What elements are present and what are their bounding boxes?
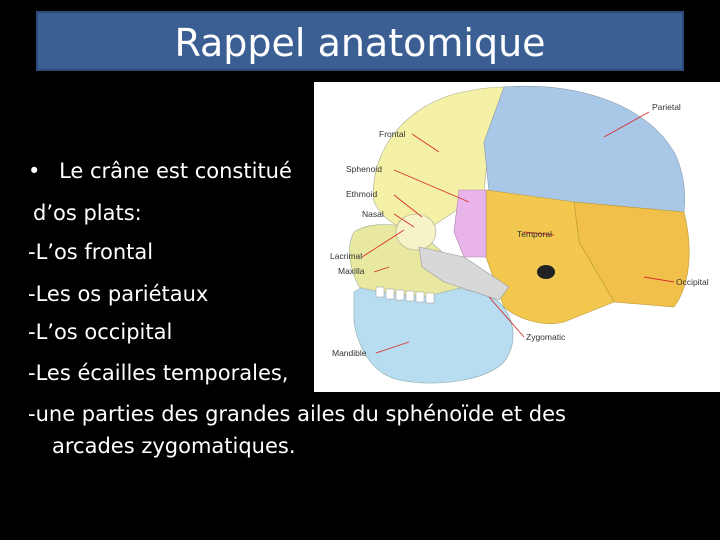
label-mandible: Mandible [332, 348, 367, 358]
label-lacrimal: Lacrimal [330, 251, 363, 261]
label-sphenoid: Sphenoid [346, 164, 382, 174]
label-nasal: Nasal [362, 209, 384, 219]
bullet-line [28, 159, 292, 183]
label-ethmoid: Ethmoid [346, 189, 378, 199]
text-line-2: d’os plats: [33, 201, 142, 225]
label-temporal: Temporal [517, 229, 552, 239]
text-line-8: arcades zygomatiques. [52, 434, 296, 458]
text-line-1: Le crâne est constitué [59, 159, 292, 183]
text-line-6: -Les écailles temporales, [28, 361, 289, 385]
label-maxilla: Maxilla [338, 266, 365, 276]
bullet-dot: • [28, 159, 41, 183]
label-zygomatic: Zygomatic [526, 332, 566, 342]
text-line-5: -L’os occipital [28, 320, 173, 344]
text-line-4: -Les os pariétaux [28, 282, 209, 306]
label-occipital: Occipital [676, 277, 709, 287]
text-line-7: -une parties des grandes ailes du sphénoïde et des [28, 402, 566, 426]
text-line-3: -L’os frontal [28, 240, 154, 264]
label-frontal: Frontal [379, 129, 406, 139]
label-parietal: Parietal [652, 102, 681, 112]
slide-title: Rappel anatomique [174, 21, 546, 65]
